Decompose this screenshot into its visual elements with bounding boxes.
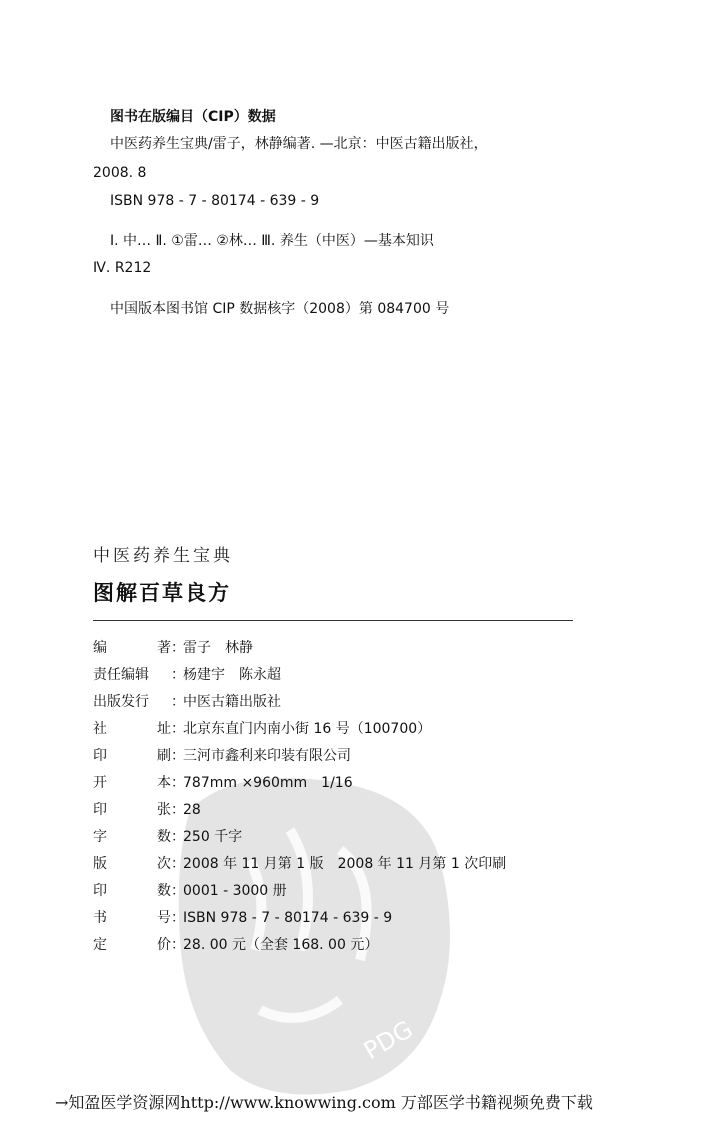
colon: ： <box>171 694 185 710</box>
colophon-row <box>93 936 378 954</box>
label-char: 定 <box>93 937 107 953</box>
book-title: 图解百草良方 <box>93 581 231 605</box>
label-char: 书 <box>93 910 107 926</box>
colon: ： <box>171 883 185 899</box>
watermark-seal <box>170 770 470 1100</box>
colophon-value: 28 <box>183 802 201 818</box>
colon: ： <box>171 802 185 818</box>
cip-classification-2: Ⅳ. R212 <box>93 260 152 276</box>
label-char: 价 <box>157 937 171 953</box>
colon: ： <box>171 937 185 953</box>
colophon-label <box>93 936 171 954</box>
colophon-value: 雷子 林静 <box>183 640 253 656</box>
colophon-label: 责任编辑 <box>93 667 149 683</box>
colon: ： <box>171 856 185 872</box>
label-char: 址 <box>157 721 171 737</box>
label-char: 字 <box>93 829 107 845</box>
label-char: 编 <box>93 640 107 656</box>
label-char: 张 <box>157 802 171 818</box>
colon: ： <box>171 775 185 791</box>
colophon-label <box>93 828 171 846</box>
colophon-value: 杨建宇 陈永超 <box>183 667 281 683</box>
cip-isbn: ISBN 978 - 7 - 80174 - 639 - 9 <box>110 193 320 209</box>
colon: ： <box>171 721 185 737</box>
colophon-value: 2008 年 11 月第 1 版 2008 年 11 月第 1 次印刷 <box>183 856 507 872</box>
label-char: 印 <box>93 883 107 899</box>
label-char: 开 <box>93 775 107 791</box>
cip-number: 中国版本图书馆 CIP 数据核字（2008）第 084700 号 <box>110 301 450 317</box>
colophon-value: 北京东直门内南小街 16 号（100700） <box>183 721 432 737</box>
cip-heading: 图书在版编目（CIP）数据 <box>110 109 276 125</box>
divider <box>93 620 573 621</box>
colon: ： <box>171 829 185 845</box>
colophon-label <box>93 801 171 819</box>
series-title: 中医药养生宝典 <box>93 546 233 566</box>
label-char: 号 <box>157 910 171 926</box>
colophon-label <box>93 639 171 657</box>
colophon-label: 出版发行 <box>93 694 149 710</box>
colon: ： <box>171 910 185 926</box>
label-char: 印 <box>93 748 107 764</box>
colophon-row <box>93 828 242 846</box>
cip-line-2: 2008. 8 <box>93 165 147 181</box>
colophon-row <box>93 855 506 873</box>
colophon-label <box>93 882 171 900</box>
colophon-value: 28. 00 元（全套 168. 00 元） <box>183 937 379 953</box>
colophon-label <box>93 855 171 873</box>
colophon-row <box>93 747 351 765</box>
colon: ： <box>171 667 185 683</box>
colophon-value: 250 千字 <box>183 829 243 845</box>
colophon-value: 三河市鑫利来印装有限公司 <box>183 748 351 764</box>
label-char: 数 <box>157 829 171 845</box>
cip-classification-1: Ⅰ. 中… Ⅱ. ①雷… ②林… Ⅲ. 养生（中医）—基本知识 <box>110 233 434 249</box>
colophon-value: 787mm ×960mm 1/16 <box>183 775 353 791</box>
colophon-row <box>93 720 431 738</box>
colophon-row <box>93 774 353 792</box>
colophon-value: ISBN 978 - 7 - 80174 - 639 - 9 <box>183 910 393 926</box>
colophon-value: 中医古籍出版社 <box>183 694 281 710</box>
colophon-row <box>93 909 392 927</box>
colon: ： <box>171 748 185 764</box>
label-char: 印 <box>93 802 107 818</box>
colophon-row <box>93 882 287 900</box>
colophon-row <box>93 639 253 657</box>
label-char: 著 <box>157 640 171 656</box>
label-char: 本 <box>157 775 171 791</box>
label-char: 版 <box>93 856 107 872</box>
colophon-row <box>93 693 281 711</box>
footer-link[interactable]: →知盈医学资源网http://www.knowwing.com 万部医学书籍视频免费下载 <box>55 1093 593 1112</box>
colophon-label <box>93 720 171 738</box>
label-char: 刷 <box>157 748 171 764</box>
cip-line-1: 中医药养生宝典/雷子，林静编著. —北京：中医古籍出版社， <box>110 136 488 152</box>
colophon-label <box>93 909 171 927</box>
colophon-row <box>93 801 201 819</box>
colophon-label <box>93 747 171 765</box>
label-char: 次 <box>157 856 171 872</box>
label-char: 社 <box>93 721 107 737</box>
colophon-row <box>93 666 281 684</box>
colophon-label <box>93 774 171 792</box>
label-char: 数 <box>157 883 171 899</box>
svg-text:PDG: PDG <box>359 1015 418 1066</box>
colophon-value: 0001 - 3000 册 <box>183 883 287 899</box>
colon: ： <box>171 640 185 656</box>
